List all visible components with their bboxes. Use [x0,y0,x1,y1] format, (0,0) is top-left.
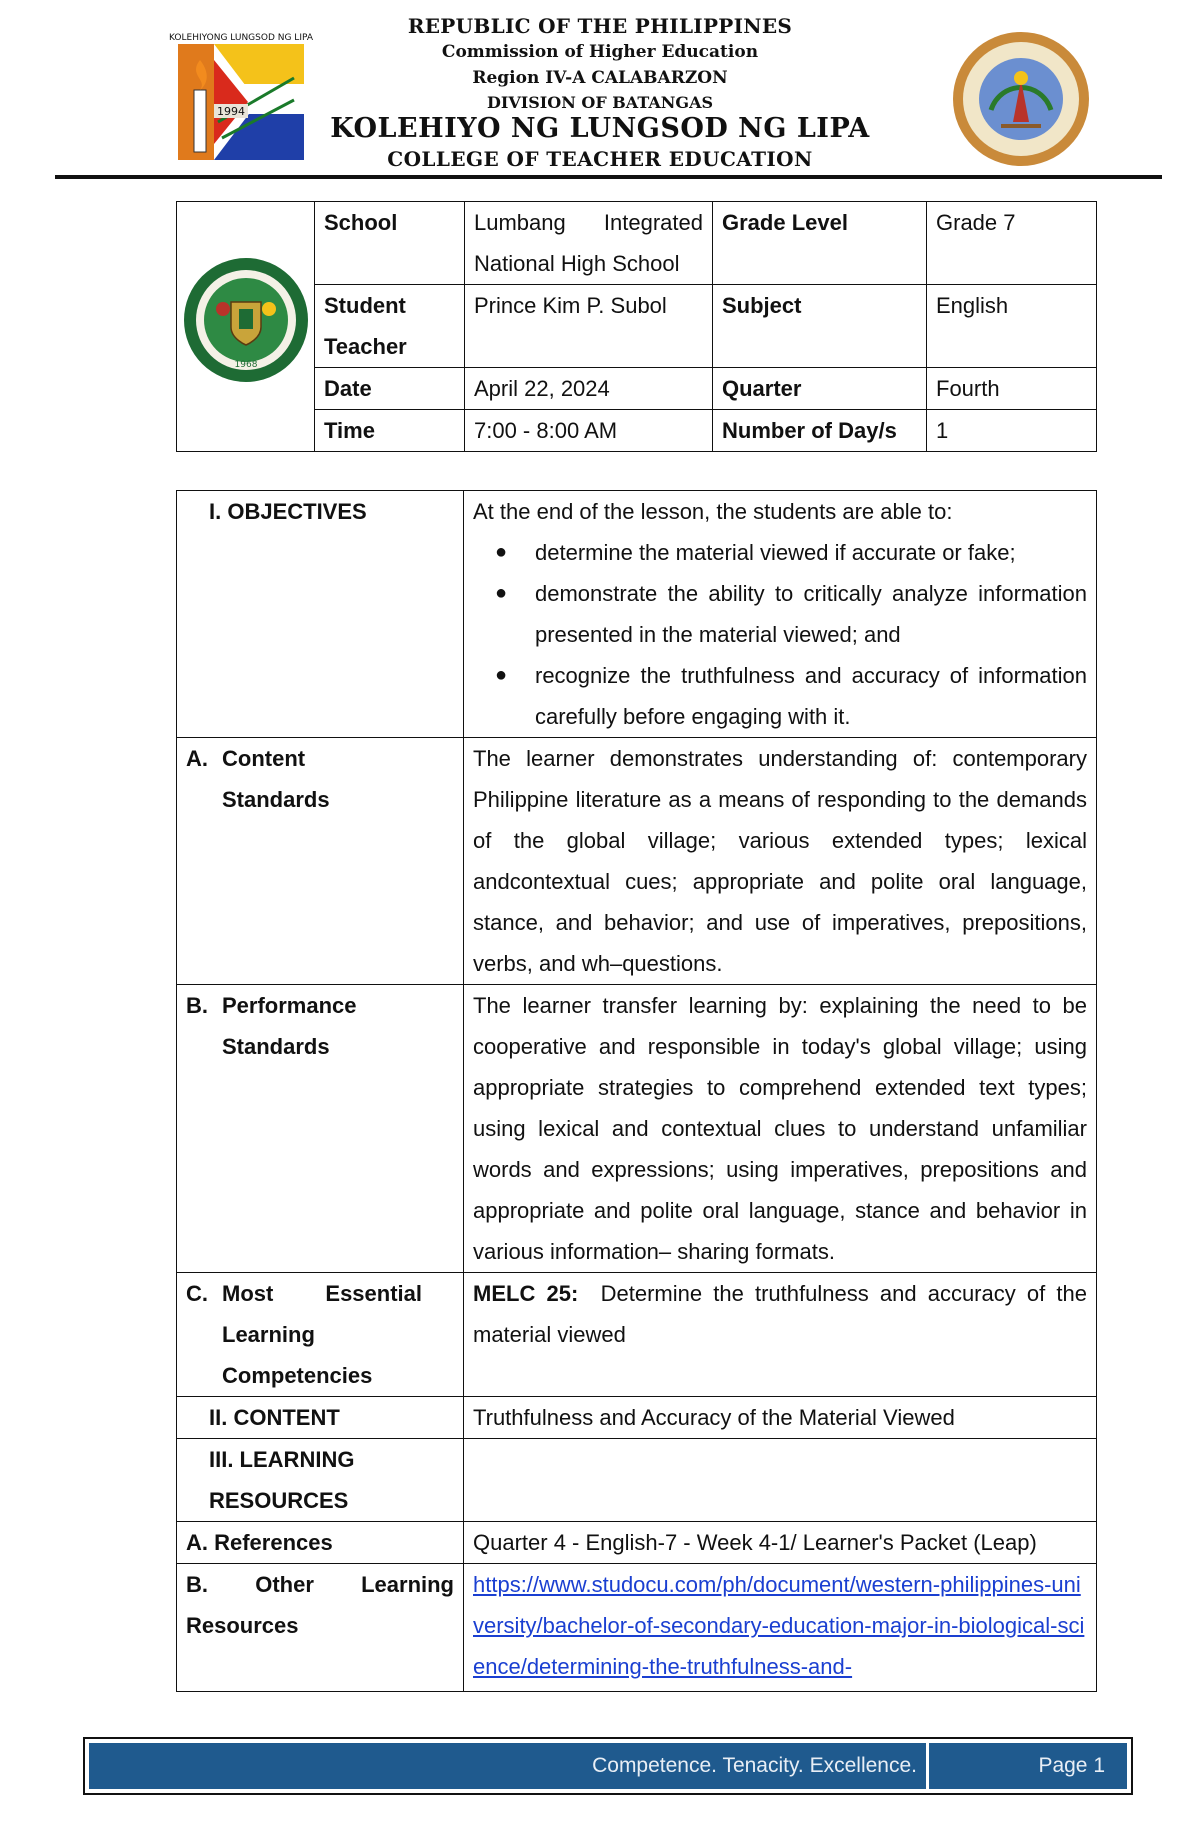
subject-label: Subject [713,285,927,368]
teacher-education-seal [951,30,1091,168]
objectives-list [473,532,1087,737]
bullet-icon: ● [495,541,508,563]
footer-motto: Competence. Tenacity. Excellence. [592,1754,917,1777]
logo-banner-text: KOLEHIYONG LUNGSOD NG LIPA [169,33,313,43]
performance-standards-text: The learner transfer learning by: explaining the need to be cooperative and responsible in today's global village; using appropriate strategies to comprehend extended text types; using lexical and contextual clues to understand unfamiliar words and expressions; using imperatives, prepositions and appropriate and polite oral language, stance and behavior in various information– sharing formats. [464,985,1097,1273]
references-text: Quarter 4 - English-7 - Week 4-1/ Learner's Packet (Leap) [464,1522,1097,1564]
other-resources-label: B. Other Learning Resources [177,1564,464,1692]
bullet-icon: ● [495,664,508,686]
footer-band [89,1743,1127,1789]
grade-level-label: Grade Level [713,202,927,285]
melc-label: C. Most Essential Learning Competencies [177,1273,464,1397]
info-table [176,201,1097,452]
melc-text: Determine the truthfulness and accuracy of the material viewed [473,1281,1087,1347]
school-seal-cell [177,202,315,452]
lesson-plan-table [176,490,1097,1692]
content-row [177,1397,1097,1439]
performance-standards-row [177,985,1097,1273]
learning-resources-label: III. LEARNING RESOURCES [177,1439,464,1522]
objectives-intro: At the end of the lesson, the students are able to: [473,499,953,524]
logo-year-text: 1994 [217,105,245,118]
performance-standards-label: B. Performance Standards [177,985,464,1273]
date-label: Date [315,368,465,410]
objective-item: ● determine the material viewed if accurate or fake; [473,532,1087,573]
header-republic: REPUBLIC OF THE PHILIPPINES [407,14,793,38]
days-value: 1 [927,410,1097,452]
content-standards-row [177,738,1097,985]
header-divider [55,175,1162,179]
school-value: Lumbang Integrated National High School [465,202,713,285]
content-standards-text: The learner demonstrates understanding of: contemporary Philippine literature as a means of responding to the demands of the global village; various extended types; lexical andcontextual cues; appropriate and polite oral language, stance, and behavior; and use of imperatives, prepositions, verbs, and wh–questions. [464,738,1097,985]
melc-cell [464,1273,1097,1397]
objectives-row [177,491,1097,738]
time-value: 7:00 - 8:00 AM [465,410,713,452]
header-commission: Commission of Higher Education [441,42,759,62]
school-label: School [315,202,465,285]
other-resources-cell [464,1564,1097,1692]
student-teacher-label: Student Teacher [315,285,465,368]
objectives-label: I. OBJECTIVES [177,491,464,738]
days-label: Number of Day/s [713,410,927,452]
date-value: April 22, 2024 [465,368,713,410]
objective-item: ● recognize the truthfulness and accuracy of information carefully before engaging with it. [473,655,1087,737]
melc-row [177,1273,1097,1397]
header-division: DIVISION OF BATANGAS [486,93,714,112]
quarter-value: Fourth [927,368,1097,410]
content-standards-label: A. Content Standards [177,738,464,985]
learning-resources-row [177,1439,1097,1522]
references-row [177,1522,1097,1564]
footer-bar [83,1737,1133,1795]
header-department: COLLEGE OF TEACHER EDUCATION [387,147,813,171]
resource-link[interactable]: https://www.studocu.com/ph/document/western-philippines-university/bachelor-of-secondary-education-major-in-biological-science/determining-the-truthfulness-and- [473,1572,1085,1679]
header-region: Region IV-A CALABARZON [472,68,728,88]
footer-divider [926,1743,929,1789]
time-label: Time [315,410,465,452]
objectives-cell [464,491,1097,738]
content-label: II. CONTENT [177,1397,464,1439]
page-number: Page 1 [1038,1754,1105,1777]
objective-item: ● demonstrate the ability to critically analyze information presented in the material viewed; and [473,573,1087,655]
school-seal-logo [183,257,309,383]
subject-value: English [927,285,1097,368]
grade-level-value: Grade 7 [927,202,1097,285]
school-seal-year: 1968 [234,360,257,370]
quarter-label: Quarter [713,368,927,410]
student-teacher-value: Prince Kim P. Subol [465,285,713,368]
header-college-name: KOLEHIYO NG LUNGSOD NG LIPA [330,113,870,144]
content-text: Truthfulness and Accuracy of the Material Viewed [464,1397,1097,1439]
references-label: A. References [177,1522,464,1564]
melc-code: MELC 25: [473,1281,579,1306]
bullet-icon: ● [495,582,508,604]
learning-resources-cell [464,1439,1097,1522]
other-resources-row [177,1564,1097,1692]
